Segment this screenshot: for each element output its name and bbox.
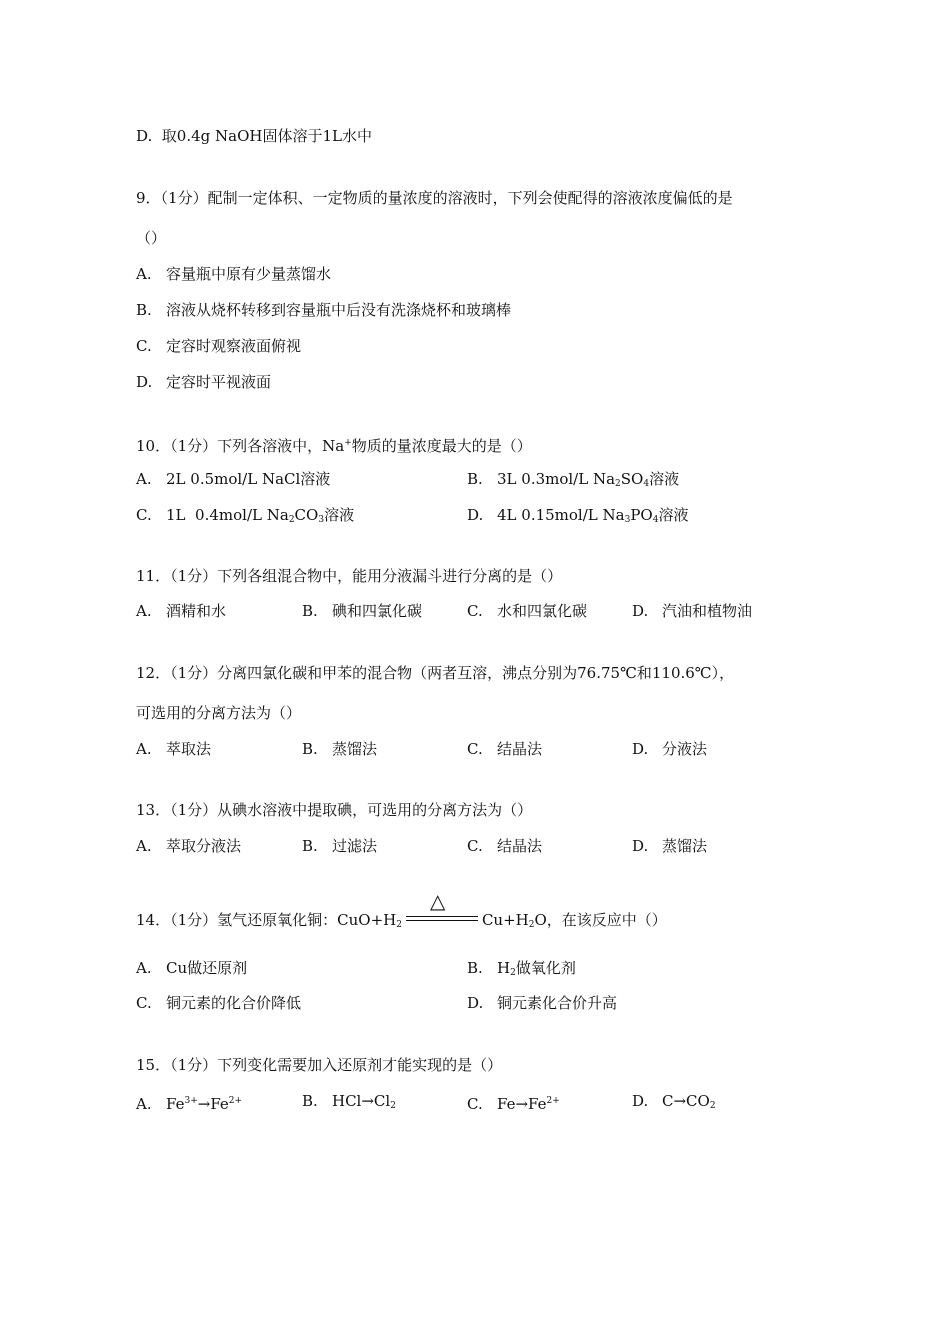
q13-stem: 13．（1分）从碘水溶液中提取碘，可选用的分离方法为（） [136, 801, 533, 819]
option-text: 分液法 [662, 740, 708, 758]
option-text: 2L 0.5mol/L NaCl溶液 [166, 470, 331, 488]
option-label: A. [136, 740, 152, 758]
subscript: 2 [390, 1101, 396, 1111]
superscript: + [344, 438, 352, 448]
stem-text: 10．（1分）下列各溶液中，Na [136, 437, 345, 455]
q14-option-a [136, 958, 247, 978]
q12-option-c [467, 739, 542, 759]
option-text: 蒸馏法 [332, 740, 378, 758]
option-label: D. [467, 506, 484, 524]
q10-option-a [136, 469, 330, 489]
superscript: 2+ [546, 1096, 560, 1106]
option-text: HCl→Cl [332, 1092, 391, 1110]
option-text: 溶液从烧杯转移到容量瓶中后没有洗涤烧杯和玻璃棒 [166, 301, 512, 319]
subscript: 2 [288, 515, 295, 525]
option-text: 结晶法 [497, 837, 543, 855]
q14-stem [136, 889, 667, 935]
q10-option-c [136, 505, 354, 530]
option-text: C→CO [662, 1092, 710, 1110]
option-text: 4L 0.15mol/L Na [497, 506, 625, 524]
option-label: B. [302, 740, 318, 758]
option-text: Cu做还原剂 [166, 959, 248, 977]
q9-option-c [136, 336, 301, 356]
option-label: C. [467, 740, 483, 758]
option-text: 水和四氯化碳 [497, 602, 588, 620]
q11-stem: 11．（1分）下列各组混合物中，能用分液漏斗进行分离的是（） [136, 567, 563, 585]
option-text: 定容时平视液面 [166, 373, 272, 391]
equals-bar [406, 920, 478, 921]
option-label: A. [136, 837, 152, 855]
option-label: C. [136, 506, 152, 524]
q12-option-b [302, 739, 377, 759]
option-label: B. [302, 1092, 318, 1110]
option-text: Fe [166, 1095, 185, 1113]
option-text: 酒精和水 [166, 602, 227, 620]
option-label: D. [136, 373, 153, 391]
q12-option-d [632, 739, 707, 759]
q9-option-d [136, 372, 271, 392]
q10-option-b [467, 469, 679, 494]
option-label: C. [136, 994, 152, 1012]
subscript: 3 [624, 515, 631, 525]
q15-option-c [467, 1091, 560, 1114]
option-text: 溶液 [324, 506, 355, 524]
q9-option-b [136, 300, 511, 320]
option-text: H [497, 959, 511, 977]
option-text: 碘和四氯化碳 [332, 602, 423, 620]
option-label: B. [467, 470, 483, 488]
q13-option-c [467, 836, 542, 856]
option-text: 汽油和植物油 [662, 602, 753, 620]
q10-stem [136, 433, 532, 456]
heat-triangle-icon: △ [429, 889, 446, 913]
subscript: 2 [510, 968, 516, 978]
option-text: 容量瓶中原有少量蒸馏水 [166, 265, 332, 283]
option-text: 1L 0.4mol/L Na [166, 506, 289, 524]
option-label: D. [632, 602, 649, 620]
option-text: SO [620, 470, 644, 488]
option-text: 溶液 [649, 470, 680, 488]
q12-option-a [136, 739, 211, 759]
option-label: C. [467, 1095, 483, 1113]
option-text: 做氧化剂 [515, 959, 576, 977]
option-text: 过滤法 [332, 837, 378, 855]
option-text: 铜元素的化合价降低 [166, 994, 302, 1012]
option-label: D. [632, 837, 649, 855]
option-label: C. [136, 337, 152, 355]
q10-option-d [467, 505, 688, 530]
q14-option-d [467, 993, 617, 1013]
option-text: PO [630, 506, 653, 524]
option-label: A. [136, 265, 152, 283]
subscript: 2 [709, 1101, 716, 1111]
option-text: 溶液 [658, 506, 689, 524]
q14-option-b [467, 958, 576, 983]
option-text: CO [294, 506, 319, 524]
option-text: 结晶法 [497, 740, 543, 758]
q15-option-b [302, 1091, 396, 1116]
stem-text: 物质的量浓度最大的是（） [351, 437, 532, 455]
stem-text: 14．（1分）氢气还原氧化铜：CuO+H [136, 911, 397, 929]
superscript: 2+ [228, 1096, 243, 1106]
reaction-arrow [402, 889, 482, 929]
subscript: 2 [615, 479, 621, 489]
q15-option-d [632, 1091, 716, 1116]
q15-option-a [136, 1091, 242, 1114]
option-text: 萃取分液法 [166, 837, 242, 855]
subscript: 2 [396, 920, 402, 930]
subscript: 4 [652, 515, 659, 525]
q9-stem: 9．（1分）配制一定体积、一定物质的量浓度的溶液时，下列会使配得的溶液浓度偏低的是 [136, 189, 733, 207]
q13-option-a [136, 836, 241, 856]
stem-text: Cu+H [481, 911, 529, 929]
option-label: A. [136, 1095, 152, 1113]
option-label: D. [632, 740, 649, 758]
option-label: A. [136, 959, 152, 977]
option-text: 萃取法 [166, 740, 212, 758]
option-text: 铜元素化合价升高 [497, 994, 618, 1012]
q9-stem-cont: （） [136, 229, 167, 247]
option-label: B. [136, 301, 152, 319]
option-label: A. [136, 470, 152, 488]
q8-option-d: D. 取0.4g NaOH固体溶于1L水中 [136, 127, 372, 145]
q11-option-a [136, 601, 226, 621]
option-label: D. [467, 994, 484, 1012]
option-label: B. [302, 837, 318, 855]
option-label: C. [467, 602, 483, 620]
q12-stem: 12．（1分）分离四氯化碳和甲苯的混合物（两者互溶，沸点分别为76.75℃和110.6℃）， [136, 664, 735, 682]
q13-option-b [302, 836, 377, 856]
q11-option-b [302, 601, 422, 621]
q12-stem-cont: 可选用的分离方法为（） [136, 704, 302, 722]
option-label: B. [467, 959, 483, 977]
subscript: 4 [643, 479, 650, 489]
q13-option-d [632, 836, 707, 856]
option-label: A. [136, 602, 152, 620]
option-label: C. [467, 837, 483, 855]
equals-bar [406, 916, 478, 917]
stem-text: O，在该反应中（） [534, 911, 667, 929]
subscript: 2 [528, 920, 535, 930]
q14-option-c [136, 993, 301, 1013]
option-text: Fe→Fe [497, 1095, 547, 1113]
q11-option-d [632, 601, 752, 621]
option-text: →Fe [197, 1095, 229, 1113]
option-label: D. [632, 1092, 649, 1110]
q9-option-a [136, 264, 331, 284]
superscript: 3+ [184, 1096, 198, 1106]
option-label: B. [302, 602, 318, 620]
subscript: 3 [318, 515, 325, 525]
q15-stem: 15．（1分）下列变化需要加入还原剂才能实现的是（） [136, 1056, 503, 1074]
q11-option-c [467, 601, 587, 621]
option-text: 蒸馏法 [662, 837, 708, 855]
option-text: 定容时观察液面俯视 [166, 337, 302, 355]
option-text: 3L 0.3mol/L Na [497, 470, 616, 488]
